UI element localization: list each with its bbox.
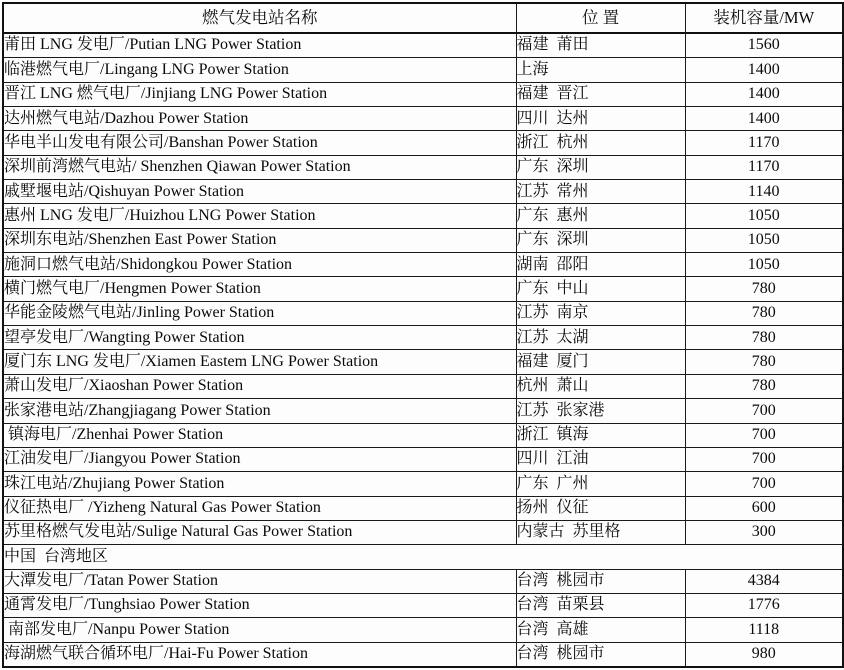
column-header-capacity: 装机容量/MW [685, 3, 843, 33]
table-body [3, 33, 843, 667]
station-name-cell: 张家港电站/Zhangjiagang Power Station [3, 399, 516, 423]
station-capacity-cell: 600 [685, 496, 843, 520]
table-row [3, 204, 843, 228]
station-name-cell: 通霄发电厂/Tunghsiao Power Station [3, 593, 516, 617]
station-capacity-cell: 1400 [685, 107, 843, 131]
station-name-cell: 莆田 LNG 发电厂/Putian LNG Power Station [3, 33, 516, 58]
station-location-cell: 广东 广州 [516, 472, 685, 496]
station-capacity-cell: 1170 [685, 155, 843, 179]
station-location-cell: 福建 晋江 [516, 82, 685, 106]
station-location-cell: 台湾 高雄 [516, 618, 685, 642]
station-name-cell: 珠江电站/Zhujiang Power Station [3, 472, 516, 496]
station-name-cell: 江油发电厂/Jiangyou Power Station [3, 447, 516, 471]
station-capacity-cell: 780 [685, 277, 843, 301]
station-location-cell: 广东 惠州 [516, 204, 685, 228]
table-row [3, 326, 843, 350]
station-name-cell: 苏里格燃气发电站/Sulige Natural Gas Power Station [3, 520, 516, 544]
station-name-cell: 海湖燃气联合循环电厂/Hai-Fu Power Station [3, 642, 516, 667]
station-capacity-cell: 300 [685, 520, 843, 544]
station-location-cell: 广东 深圳 [516, 155, 685, 179]
station-location-cell: 浙江 杭州 [516, 131, 685, 155]
table-row [3, 496, 843, 520]
station-name-cell: 达州燃气电站/Dazhou Power Station [3, 107, 516, 131]
table-row [3, 131, 843, 155]
station-location-cell: 内蒙古 苏里格 [516, 520, 685, 544]
station-location-cell: 江苏 南京 [516, 301, 685, 325]
power-stations-table [2, 2, 844, 668]
station-capacity-cell: 780 [685, 301, 843, 325]
table-row [3, 520, 843, 544]
station-name-cell: 临港燃气电厂/Lingang LNG Power Station [3, 58, 516, 82]
station-location-cell: 四川 达州 [516, 107, 685, 131]
station-location-cell: 台湾 桃园市 [516, 642, 685, 667]
station-name-cell: 横门燃气电厂/Hengmen Power Station [3, 277, 516, 301]
station-name-cell: 厦门东 LNG 发电厂/Xiamen Eastem LNG Power Station [3, 350, 516, 374]
table-row [3, 33, 843, 58]
station-name-cell: 华电半山发电有限公司/Banshan Power Station [3, 131, 516, 155]
station-location-cell: 台湾 桃园市 [516, 569, 685, 593]
station-capacity-cell: 780 [685, 350, 843, 374]
table-row [3, 350, 843, 374]
station-name-cell: 施洞口燃气电站/Shidongkou Power Station [3, 253, 516, 277]
station-location-cell: 广东 深圳 [516, 228, 685, 252]
table-row [3, 423, 843, 447]
station-capacity-cell: 1400 [685, 82, 843, 106]
station-capacity-cell: 1050 [685, 204, 843, 228]
station-capacity-cell: 4384 [685, 569, 843, 593]
table-row [3, 301, 843, 325]
station-capacity-cell: 1560 [685, 33, 843, 58]
station-capacity-cell: 1050 [685, 228, 843, 252]
table-row [3, 569, 843, 593]
column-header-name: 燃气发电站名称 [3, 3, 516, 33]
table-row [3, 253, 843, 277]
station-location-cell: 江苏 太湖 [516, 326, 685, 350]
station-capacity-cell: 1050 [685, 253, 843, 277]
station-location-cell: 江苏 张家港 [516, 399, 685, 423]
table-row [3, 447, 843, 471]
table-row [3, 82, 843, 106]
station-capacity-cell: 700 [685, 399, 843, 423]
station-location-cell: 湖南 邵阳 [516, 253, 685, 277]
station-name-cell: 深圳前湾燃气电站/ Shenzhen Qiawan Power Station [3, 155, 516, 179]
table-row [3, 399, 843, 423]
station-location-cell: 四川 江油 [516, 447, 685, 471]
table-row [3, 107, 843, 131]
station-location-cell: 杭州 萧山 [516, 374, 685, 398]
section-row [3, 545, 843, 569]
station-name-cell: 镇海电厂/Zhenhai Power Station [3, 423, 516, 447]
table-row [3, 618, 843, 642]
station-location-cell: 上海 [516, 58, 685, 82]
station-location-cell: 福建 莆田 [516, 33, 685, 58]
station-capacity-cell: 1170 [685, 131, 843, 155]
station-name-cell: 仪征热电厂 /Yizheng Natural Gas Power Station [3, 496, 516, 520]
table-row [3, 180, 843, 204]
station-capacity-cell: 980 [685, 642, 843, 667]
station-capacity-cell: 1776 [685, 593, 843, 617]
station-name-cell: 萧山发电厂/Xiaoshan Power Station [3, 374, 516, 398]
station-location-cell: 福建 厦门 [516, 350, 685, 374]
station-name-cell: 南部发电厂/Nanpu Power Station [3, 618, 516, 642]
station-location-cell: 扬州 仪征 [516, 496, 685, 520]
station-name-cell: 深圳东电站/Shenzhen East Power Station [3, 228, 516, 252]
section-label: 中国 台湾地区 [3, 545, 843, 569]
table-row [3, 155, 843, 179]
station-capacity-cell: 780 [685, 374, 843, 398]
station-capacity-cell: 700 [685, 472, 843, 496]
station-name-cell: 大潭发电厂/Tatan Power Station [3, 569, 516, 593]
column-header-location: 位 置 [516, 3, 685, 33]
station-location-cell: 浙江 镇海 [516, 423, 685, 447]
station-location-cell: 江苏 常州 [516, 180, 685, 204]
table-row [3, 228, 843, 252]
station-name-cell: 晋江 LNG 燃气电厂/Jinjiang LNG Power Station [3, 82, 516, 106]
table-row [3, 472, 843, 496]
table-row [3, 58, 843, 82]
table-row [3, 642, 843, 667]
station-capacity-cell: 1118 [685, 618, 843, 642]
table-header-row [3, 3, 843, 33]
station-capacity-cell: 700 [685, 423, 843, 447]
station-name-cell: 惠州 LNG 发电厂/Huizhou LNG Power Station [3, 204, 516, 228]
table-row [3, 593, 843, 617]
table-row [3, 374, 843, 398]
station-location-cell: 广东 中山 [516, 277, 685, 301]
station-name-cell: 望亭发电厂/Wangting Power Station [3, 326, 516, 350]
station-capacity-cell: 780 [685, 326, 843, 350]
table-row [3, 277, 843, 301]
station-capacity-cell: 1400 [685, 58, 843, 82]
station-capacity-cell: 1140 [685, 180, 843, 204]
station-name-cell: 戚墅堰电站/Qishuyan Power Station [3, 180, 516, 204]
station-location-cell: 台湾 苗栗县 [516, 593, 685, 617]
station-capacity-cell: 700 [685, 447, 843, 471]
station-name-cell: 华能金陵燃气电站/Jinling Power Station [3, 301, 516, 325]
